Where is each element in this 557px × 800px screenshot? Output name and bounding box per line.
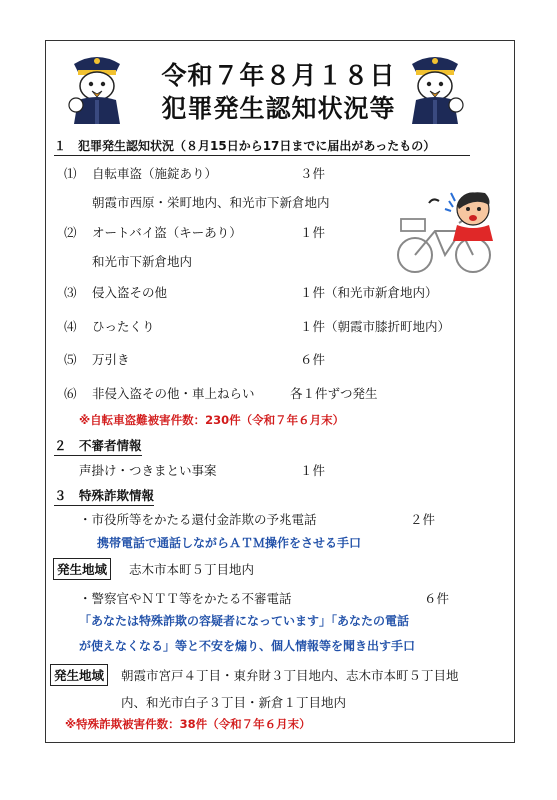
suspicious-person-label: 声掛け・つきまとい事案	[79, 463, 217, 478]
fraud2-area-line2: 内、和光市白子３丁目・新倉１丁目地内	[121, 695, 347, 710]
fraud2-area-label: 発生地域	[50, 664, 108, 686]
fraud1-count: ２件	[410, 512, 436, 527]
item6-label: 非侵入盗その他・車上ねらい	[92, 386, 255, 401]
fraud2-description-line1: 「あなたは特殊詐欺の容疑者になっています」「あなたの電話	[79, 614, 410, 628]
fraud1-description: 携帯電話で通話しながらＡＴＭ操作をさせる手口	[97, 536, 362, 550]
title-date: 令和７年８月１８日	[161, 61, 396, 90]
section2-heading: ２ 不審者情報	[54, 436, 142, 456]
item2-num: ⑵	[64, 225, 77, 240]
fraud1-area-label: 発生地域	[53, 558, 111, 580]
item4-label: ひったくり	[92, 319, 155, 334]
fraud-damage-note: ※特殊詐欺被害件数：38件（令和７年６月末）	[65, 717, 311, 731]
item2-count: １件	[300, 225, 326, 240]
bicycle-theft-note: ※自転車盗難被害件数：230件（令和７年６月末）	[79, 413, 345, 427]
item6-num: ⑹	[64, 386, 77, 401]
item5-num: ⑸	[64, 352, 77, 367]
item1-num: ⑴	[64, 166, 77, 181]
item1-count: ３件	[300, 166, 326, 181]
item4-count: １件（朝霞市膝折町地内）	[300, 319, 451, 334]
item1-detail: 朝霞市西原・栄町地内、和光市下新倉地内	[92, 195, 330, 210]
title-heading: 犯罪発生認知状況等	[161, 94, 396, 123]
item4-num: ⑷	[64, 319, 77, 334]
fraud2-description-line2: が使えなくなる」等と不安を煽り、個人情報等を聞き出す手口	[79, 639, 416, 653]
fraud2-count: ６件	[424, 591, 450, 606]
item1-label: 自転車盗（施錠あり）	[92, 166, 218, 181]
item6-count: 各１件ずつ発生	[290, 386, 378, 401]
section3-heading: ３ 特殊詐欺情報	[54, 486, 154, 506]
item2-label: オートバイ盗（キーあり）	[92, 225, 242, 240]
item2-detail: 和光市下新倉地内	[92, 254, 193, 269]
item3-label: 侵入盗その他	[92, 285, 168, 300]
item3-count: １件（和光市新倉地内）	[300, 285, 438, 300]
item5-label: 万引き	[92, 352, 130, 367]
police-mascot-left-icon	[64, 50, 130, 126]
item3-num: ⑶	[64, 285, 77, 300]
police-mascot-right-icon	[402, 50, 468, 126]
bicycle-theft-illustration-icon	[393, 183, 505, 278]
fraud1-area: 志木市本町５丁目地内	[129, 562, 255, 577]
fraud2-label: ・警察官やＮＴＴ等をかたる不審電話	[79, 591, 292, 606]
suspicious-person-count: １件	[300, 463, 326, 478]
item5-count: ６件	[300, 352, 326, 367]
fraud1-label: ・市役所等をかたる還付金詐欺の予兆電話	[79, 512, 317, 527]
section1-heading: １ 犯罪発生認知状況（８月15日から17日までに届出があったもの）	[54, 137, 470, 156]
fraud2-area-line1: 朝霞市宮戸４丁目・東弁財３丁目地内、志木市本町５丁目地	[121, 668, 459, 683]
